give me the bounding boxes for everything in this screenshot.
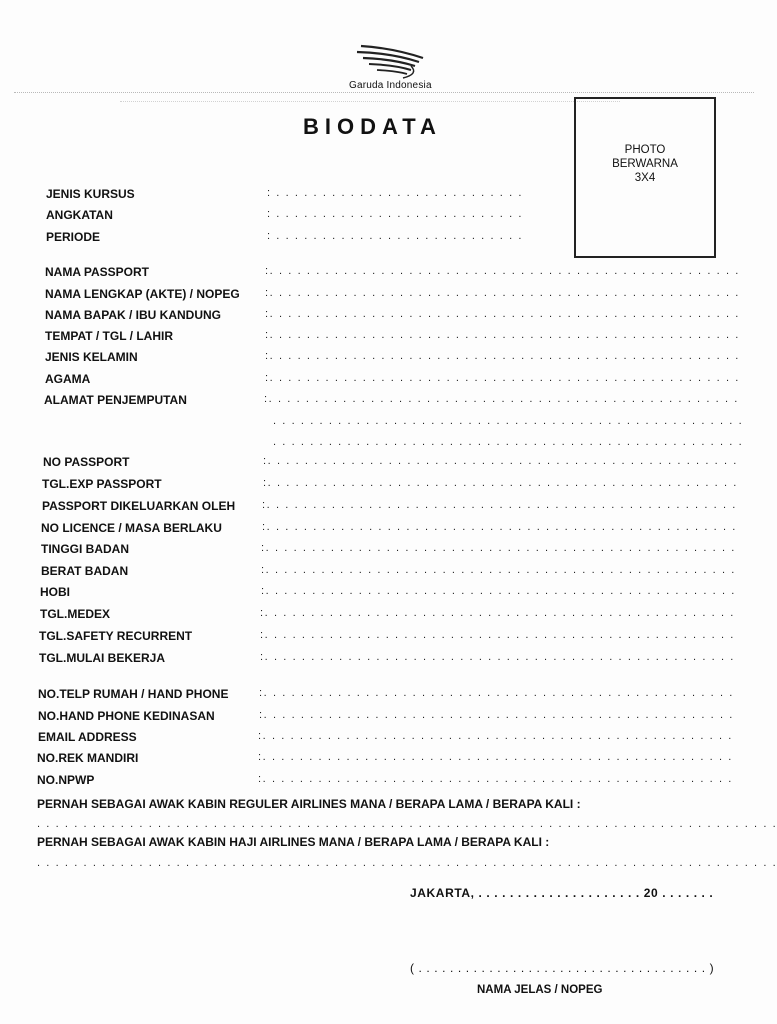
field-nama-passport[interactable]: :. . . . . . . . . . . . . . . . . . . . . . . . . . . . . . . . . . . . . . . . . . . . . . . . . . . xyxy=(265,265,740,277)
question-haji-label: PERNAH SEBAGAI AWAK KABIN HAJI AIRLINES MANA / BERAPA LAMA / BERAPA KALI : xyxy=(37,835,550,849)
label-passport-dikeluarkan: PASSPORT DIKELUARKAN OLEH xyxy=(42,499,236,513)
field-no-telp[interactable]: :. . . . . . . . . . . . . . . . . . . . . . . . . . . . . . . . . . . . . . . . . . . . . . . . . . . xyxy=(259,687,734,699)
photo-box-line2: BERWARNA xyxy=(612,158,678,170)
label-no-hp-kedinasan: NO.HAND PHONE KEDINASAN xyxy=(38,709,215,723)
field-berat-badan[interactable]: :. . . . . . . . . . . . . . . . . . . . . . . . . . . . . . . . . . . . . . . . . . . . . . . . . . . xyxy=(261,564,736,576)
label-tgl-mulai-bekerja: TGL.MULAI BEKERJA xyxy=(39,651,165,665)
label-tgl-medex: TGL.MEDEX xyxy=(40,607,111,621)
label-jenis-kelamin: JENIS KELAMIN xyxy=(45,350,138,364)
label-tgl-exp-passport: TGL.EXP PASSPORT xyxy=(42,477,162,491)
label-hobi: HOBI xyxy=(40,585,70,599)
photo-box xyxy=(574,97,716,258)
field-jenis-kelamin[interactable]: :. . . . . . . . . . . . . . . . . . . . . . . . . . . . . . . . . . . . . . . . . . . . . . . . . . . xyxy=(265,350,740,362)
field-alamat-penjemputan[interactable]: :. . . . . . . . . . . . . . . . . . . . . . . . . . . . . . . . . . . . . . . . . . . . . . . . . . . xyxy=(264,393,739,405)
field-no-hp-kedinasan[interactable]: :. . . . . . . . . . . . . . . . . . . . . . . . . . . . . . . . . . . . . . . . . . . . . . . . . . . xyxy=(259,709,734,721)
label-no-npwp: NO.NPWP xyxy=(37,773,95,787)
field-tgl-medex[interactable]: :. . . . . . . . . . . . . . . . . . . . . . . . . . . . . . . . . . . . . . . . . . . . . . . . . . . xyxy=(260,607,735,619)
signature-name-line[interactable]: ( . . . . . . . . . . . . . . . . . . . . . . . . . . . . . . . . . . . . . ) xyxy=(410,961,715,975)
field-hobi[interactable]: :. . . . . . . . . . . . . . . . . . . . . . . . . . . . . . . . . . . . . . . . . . . . . . . . . . . xyxy=(261,585,736,597)
field-angkatan[interactable]: : . . . . . . . . . . . . . . . . . . . . . . . . . . . xyxy=(267,208,524,220)
field-alamat-line2[interactable]: . . . . . . . . . . . . . . . . . . . . . . . . . . . . . . . . . . . . . . . . . . . . . . . . . . . xyxy=(273,415,744,427)
field-alamat-line3[interactable]: . . . . . . . . . . . . . . . . . . . . . . . . . . . . . . . . . . . . . . . . . . . . . . . . . . . xyxy=(273,436,744,448)
field-no-licence[interactable]: :. . . . . . . . . . . . . . . . . . . . . . . . . . . . . . . . . . . . . . . . . . . . . . . . . . . xyxy=(262,521,737,533)
question-reguler-label: PERNAH SEBAGAI AWAK KABIN REGULER AIRLINES MANA / BERAPA LAMA / BERAPA KALI : xyxy=(37,797,581,811)
field-tgl-exp-passport[interactable]: :. . . . . . . . . . . . . . . . . . . . . . . . . . . . . . . . . . . . . . . . . . . . . . . . . . . xyxy=(263,477,738,489)
field-no-npwp[interactable]: :. . . . . . . . . . . . . . . . . . . . . . . . . . . . . . . . . . . . . . . . . . . . . . . . . . . xyxy=(258,773,733,785)
label-periode: PERIODE xyxy=(46,230,101,244)
label-no-telp: NO.TELP RUMAH / HAND PHONE xyxy=(38,687,229,701)
label-no-passport: NO PASSPORT xyxy=(43,455,130,469)
field-tempat-tgl-lahir[interactable]: :. . . . . . . . . . . . . . . . . . . . . . . . . . . . . . . . . . . . . . . . . . . . . . . . . . . xyxy=(265,329,740,341)
label-nama-passport: NAMA PASSPORT xyxy=(45,265,150,279)
field-no-passport[interactable]: :. . . . . . . . . . . . . . . . . . . . . . . . . . . . . . . . . . . . . . . . . . . . . . . . . . . xyxy=(263,455,738,467)
field-tgl-mulai-bekerja[interactable]: :. . . . . . . . . . . . . . . . . . . . . . . . . . . . . . . . . . . . . . . . . . . . . . . . . . . xyxy=(260,651,735,663)
field-no-rek-mandiri[interactable]: :. . . . . . . . . . . . . . . . . . . . . . . . . . . . . . . . . . . . . . . . . . . . . . . . . . . xyxy=(258,751,733,763)
page-title: BIODATA xyxy=(303,114,442,139)
garuda-logo xyxy=(345,44,475,96)
question-reguler-answer[interactable]: . . . . . . . . . . . . . . . . . . . . . . . . . . . . . . . . . . . . . . . . . . . . . . . . . . . . . . . . . . . . . . . . . . . . . . . . . . . . . . . . xyxy=(37,818,777,830)
photo-box-line1: PHOTO xyxy=(624,144,666,156)
label-berat-badan: BERAT BADAN xyxy=(41,564,129,578)
field-tgl-safety-recurrent[interactable]: :. . . . . . . . . . . . . . . . . . . . . . . . . . . . . . . . . . . . . . . . . . . . . . . . . . . xyxy=(260,629,735,641)
field-nama-bapak-ibu[interactable]: :. . . . . . . . . . . . . . . . . . . . . . . . . . . . . . . . . . . . . . . . . . . . . . . . . . . xyxy=(265,308,740,320)
field-nama-lengkap[interactable]: :. . . . . . . . . . . . . . . . . . . . . . . . . . . . . . . . . . . . . . . . . . . . . . . . . . . xyxy=(265,287,740,299)
label-tinggi-badan: TINGGI BADAN xyxy=(41,542,129,556)
label-alamat-penjemputan: ALAMAT PENJEMPUTAN xyxy=(44,393,187,407)
label-no-rek-mandiri: NO.REK MANDIRI xyxy=(37,751,139,765)
label-tgl-safety-recurrent: TGL.SAFETY RECURRENT xyxy=(39,629,193,643)
label-email-address: EMAIL ADDRESS xyxy=(38,730,137,744)
question-haji-answer[interactable]: . . . . . . . . . . . . . . . . . . . . . . . . . . . . . . . . . . . . . . . . . . . . . . . . . . . . . . . . . . . . . . . . . . . . . . . . . . . . . . . . xyxy=(37,857,777,869)
label-no-licence: NO LICENCE / MASA BERLAKU xyxy=(41,521,222,535)
place-date-line[interactable]: JAKARTA, . . . . . . . . . . . . . . . . . . . . . 20 . . . . . . . xyxy=(410,886,714,900)
signature-caption: NAMA JELAS / NOPEG xyxy=(477,984,603,996)
label-nama-lengkap: NAMA LENGKAP (AKTE) / NOPEG xyxy=(45,287,240,301)
label-angkatan: ANGKATAN xyxy=(46,208,113,222)
label-tempat-tgl-lahir: TEMPAT / TGL / LAHIR xyxy=(45,329,173,343)
field-agama[interactable]: :. . . . . . . . . . . . . . . . . . . . . . . . . . . . . . . . . . . . . . . . . . . . . . . . . . . xyxy=(265,372,740,384)
label-agama: AGAMA xyxy=(45,372,91,386)
field-jenis-kursus[interactable]: : . . . . . . . . . . . . . . . . . . . . . . . . . . . xyxy=(267,187,524,199)
field-tinggi-badan[interactable]: :. . . . . . . . . . . . . . . . . . . . . . . . . . . . . . . . . . . . . . . . . . . . . . . . . . . xyxy=(261,542,736,554)
photo-box-line3: 3X4 xyxy=(634,172,656,184)
label-jenis-kursus: JENIS KURSUS xyxy=(46,187,135,201)
field-periode[interactable]: : . . . . . . . . . . . . . . . . . . . . . . . . . . . xyxy=(267,230,524,242)
scan-artifact-line xyxy=(120,101,620,102)
garuda-bird-icon xyxy=(353,44,425,80)
label-nama-bapak-ibu: NAMA BAPAK / IBU KANDUNG xyxy=(45,308,221,322)
field-passport-dikeluarkan[interactable]: :. . . . . . . . . . . . . . . . . . . . . . . . . . . . . . . . . . . . . . . . . . . . . . . . . . . xyxy=(262,499,737,511)
brand-name: Garuda Indonesia xyxy=(349,80,432,91)
field-email-address[interactable]: :. . . . . . . . . . . . . . . . . . . . . . . . . . . . . . . . . . . . . . . . . . . . . . . . . . . xyxy=(258,730,733,742)
